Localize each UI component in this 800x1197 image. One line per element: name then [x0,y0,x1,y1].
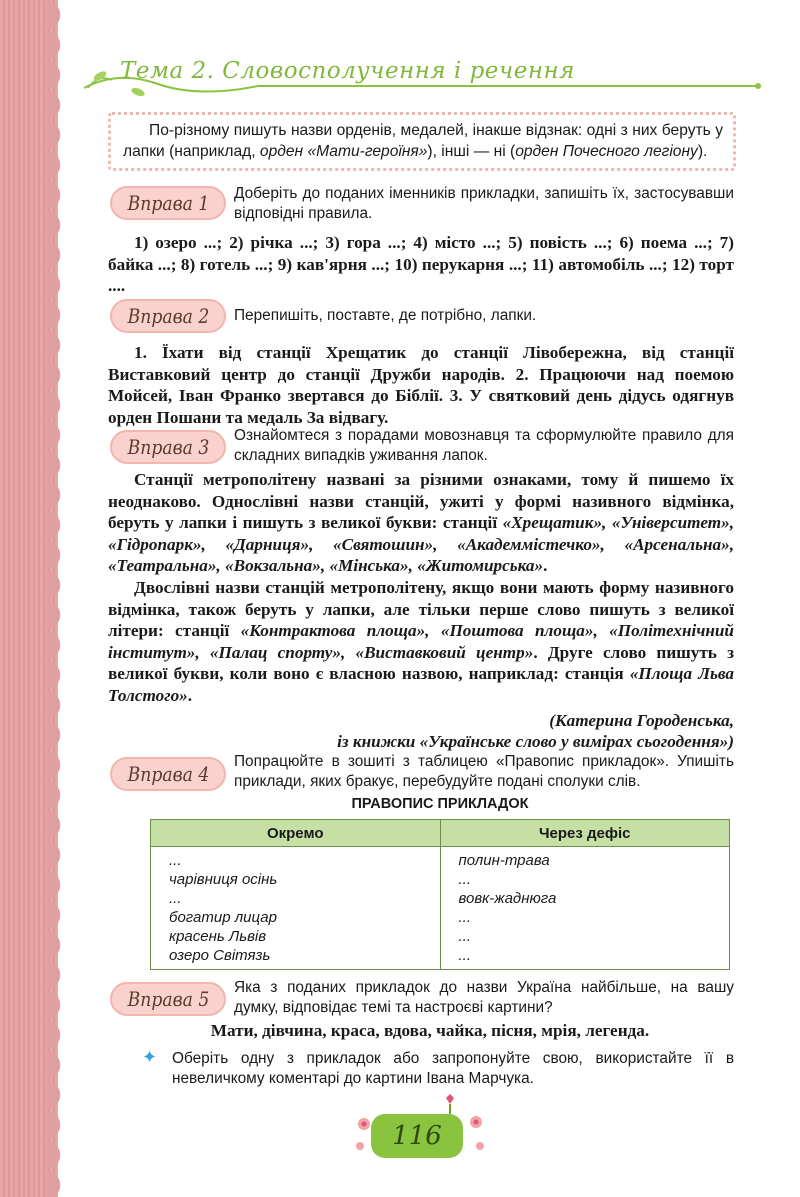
exercise-3-badge: Вправа 3 [110,430,226,464]
station-names-1: «Хрещатик», «Університет», «Гідропарк», «Дарниця», «Святошин», «Академмістечко», «Арсенальна», «Театральна», «Вокзальна», «Мінська», «Житомирська» [108,513,734,576]
list-item: ... [458,909,472,926]
list-item: полин-трава [458,852,550,869]
list-item: вовк-жаднюга [458,890,557,907]
exercise-2-badge: Вправа 2 [110,299,226,333]
list-item: богатир лицар [169,909,277,926]
exercise-5-task: Яка з поданих прикладок до назви Україна найбільше, на вашу думку, відповідає темі та настроєві картини? [234,979,734,1016]
page-header [78,50,768,102]
exercise-1-task: Доберіть до поданих іменників прикладки, запишіть їх, застосувавши відповідні правила. [234,185,734,222]
exercise-5-bullet-task: Оберіть одну з прикладок або запропонуйте свою, використайте її в невеличкому коментарі до картини Івана Марчука. [172,1050,734,1087]
exercise-3-task: Ознайомтеся з порадами мовознавця та сформулюйте правило для складних випадків уживання лапок. [234,427,734,464]
exercise-5-badge: Вправа 5 [110,982,226,1016]
table-title: ПРАВОПИС ПРИКЛАДОК [351,796,529,812]
exercise-4-badge: Вправа 4 [110,757,226,791]
exercise-5-words: Мати, дівчина, краса, вдова, чайка, пісня, мрія, легенда. [210,1021,650,1040]
table-header-hyphen: Через дефіс [440,820,730,847]
citation-book: із книжки «Українське слово у вимірах сьогодення») [337,732,734,752]
list-item: ... [458,947,472,964]
rule-info-box [108,112,736,171]
table-header-separate: Окремо [151,820,441,847]
spelling-table [150,819,730,970]
exercise-1-text: 1) озеро ...; 2) річка ...; 3) гора ...; 4) місто ...; 5) повість ...; 6) поема ...; 7) байка ...; 8) готель ...; 9) кав'ярня ...; 10) перукарня ...; 11) автомобіль ...; 12) торт .... [108,233,734,296]
exercise-1-badge: Вправа 1 [110,186,226,220]
citation-author: (Катерина Городенська, [549,710,734,730]
column-hyphen [440,847,730,970]
list-item: ... [169,890,182,907]
list-item: красень Львів [169,928,267,945]
list-item: ... [458,928,472,945]
info-text-pre: По-різному пишуть назви орденів, медалей, інакше відзнак: одні з них беруть у лапки (наприклад, [123,122,723,160]
station-example: «Площа Льва Толстого» [108,664,734,705]
info-example-1: орден «Мати-героїня» [259,143,428,160]
list-item: ... [458,871,472,888]
page-title: Тема 2. Словосполучення і речення [120,58,575,84]
info-example-2: орден Почесного легіону [515,143,698,160]
exercise-4-task: Попрацюйте в зошиті з таблицею «Правопис прикладок». Упишіть приклади, яких бракує, перебудуйте подані сполуки слів. [234,753,734,790]
exercise-2-text: 1. Їхати від станції Хрещатик до станції Лівобережна, від станції Виставковий центр до станції Дружби народів. 2. Працюючи над поемою Мойсей, Іван Франко звертався до Біблії. 3. У святковий день дідусь одягнув орден Пошани та медаль За відвагу. [108,343,734,427]
column-separate [151,847,441,970]
info-text-post: ). [697,143,708,160]
list-item: ... [169,852,182,869]
station-names-2: «Контрактова площа», «Поштова площа», «Політехнічний інститут», «Палац спорту», «Виставковий центр» [108,621,734,662]
page-number: 116 [371,1114,463,1158]
exercise-3-text: Станції метрополітену названі за різними ознаками, тому й пишемо їх неоднаково. Однослівні назви станцій, ужиті у формі називного відмінка, беруть у лапки і пишуть з великої букви: станції «Хрещатик», «Університет», «Гідропарк», «Дарниця», «Святошин», «Академмістечко», «Арсенальна», «Театральна», «Вокзальна», «Мінська», «Житомирська». Двослівні назви станцій метрополітену, якщо вони мають форму називного відмінка, також беруть у лапки, але тільки перше слово пишуть з великої літери: станції «Контрактова площа», «Поштова площа», «Політехнічний інститут», «Палац спорту», «Виставковий центр». Друге слово пишуть з великої букви, коли воно є власною назвою, наприклад: станція «Площа Льва Толстого». (Катерина Городенська, із книжки «Українське слово у вимірах сьогодення») [108,470,734,752]
exercise-2-task: Перепишіть, поставте, де потрібно, лапки. [234,307,537,324]
decorative-scalloped-edge [46,0,76,1197]
list-item: чарівниця осінь [169,871,278,888]
list-item: озеро Світязь [169,947,271,964]
star-bullet-icon: ✦ [142,1047,158,1068]
info-text-mid: ), інші — ні ( [427,143,516,160]
